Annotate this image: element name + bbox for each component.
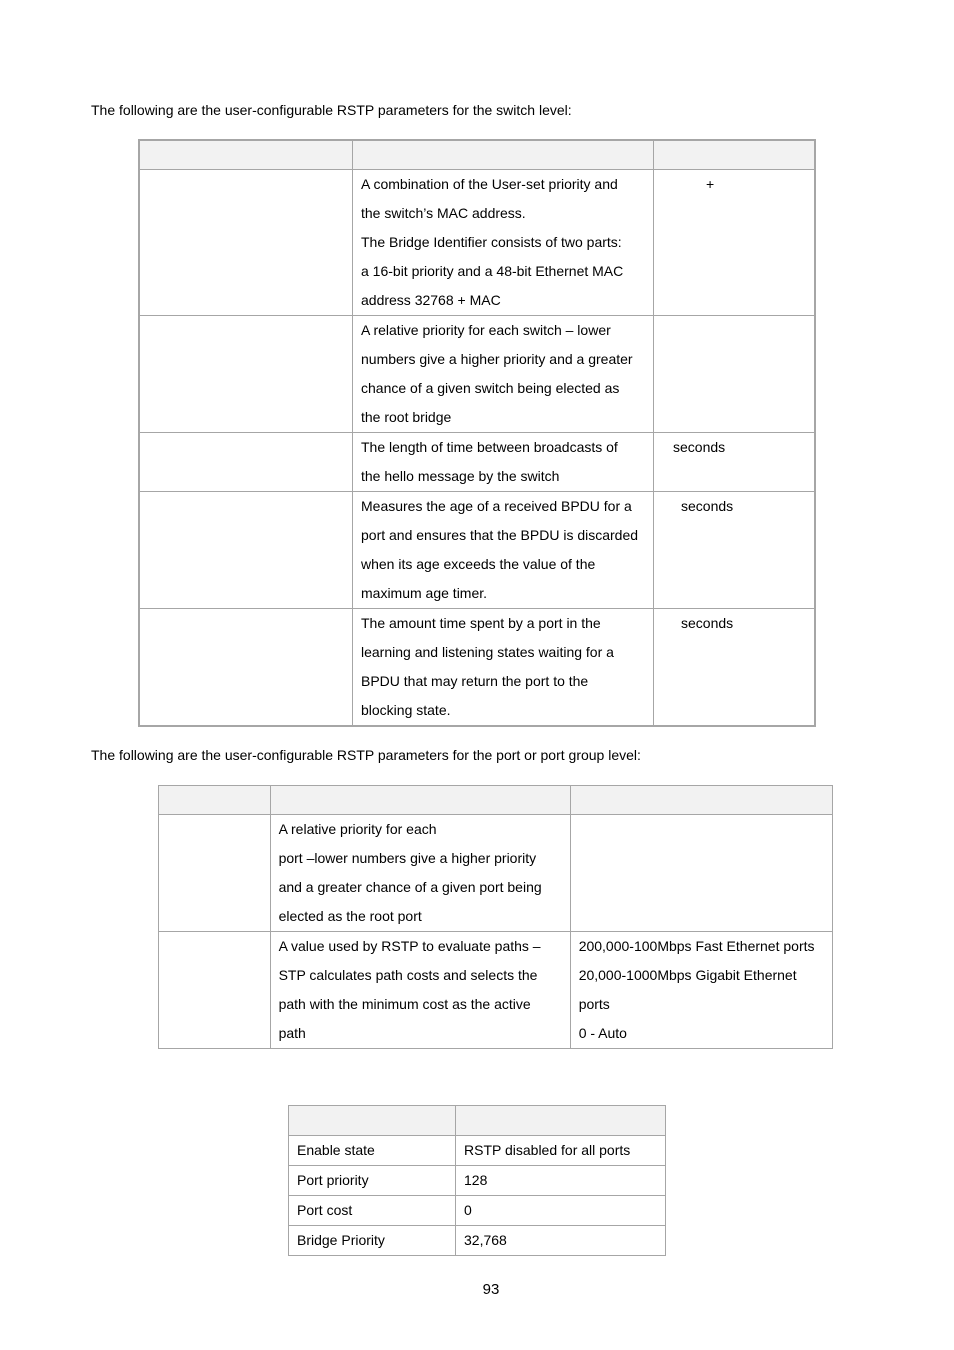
default-value: seconds: [673, 439, 726, 455]
header-cell: [270, 786, 570, 815]
header-cell: [139, 140, 353, 170]
parameter-cell: [139, 316, 353, 433]
setting-value: 128: [456, 1166, 666, 1196]
table-header-row: [139, 140, 815, 170]
setting-value: 0: [456, 1196, 666, 1226]
parameter-cell: [139, 492, 353, 609]
switch-parameters-table: [138, 139, 816, 727]
table-row: [139, 170, 815, 316]
description-text: A combination of the User-set priority and the switch’s MAC address. The Bridge Identifier consists of two parts: a 16-bit priority and a 48-bit Ethernet MAC address 32768 + MAC: [361, 176, 624, 308]
table-row: [289, 1136, 666, 1166]
table-row: [139, 316, 815, 433]
table-row: [289, 1166, 666, 1196]
table-header-row: [159, 786, 833, 815]
description-cell: [353, 492, 654, 609]
setting-name: Port cost: [289, 1196, 456, 1226]
table-row: [289, 1196, 666, 1226]
table-row: [289, 1226, 666, 1256]
description-cell: [353, 609, 654, 727]
default-cell: [654, 433, 816, 492]
setting-name: Enable state: [289, 1136, 456, 1166]
header-cell: [456, 1106, 666, 1136]
parameter-cell: [139, 170, 353, 316]
description-text: A relative priority for each switch – lower numbers give a higher priority and a greater chance of a given switch being elected as the root bridge: [361, 322, 633, 425]
default-cell: [654, 492, 816, 609]
header-cell: [353, 140, 654, 170]
parameter-cell: [139, 433, 353, 492]
default-cell: [570, 932, 832, 1049]
table-row: [159, 815, 833, 932]
intro-switch-level: The following are the user-configurable RSTP parameters for the switch level:: [91, 102, 572, 118]
description-text: A relative priority for each port –lower numbers give a higher priority and a greater chance of a given port being elected as the root port: [278, 821, 542, 924]
description-cell: [270, 815, 570, 932]
description-text: Measures the age of a received BPDU for a port and ensures that the BPDU is discarded when its age exceeds the value of the maximum age timer.: [361, 498, 639, 601]
description-cell: [353, 170, 654, 316]
setting-name: Port priority: [289, 1166, 456, 1196]
default-value: 200,000-100Mbps Fast Ethernet ports 20,000-1000Mbps Gigabit Ethernet ports 0 - Auto: [578, 938, 815, 1041]
parameter-cell: [159, 932, 271, 1049]
header-cell: [159, 786, 271, 815]
setting-value: RSTP disabled for all ports: [456, 1136, 666, 1166]
default-cell: [654, 609, 816, 727]
header-cell: [289, 1106, 456, 1136]
description-cell: [270, 932, 570, 1049]
page-number: 93: [482, 1281, 500, 1298]
port-parameters-table: [158, 785, 833, 1049]
default-value: +: [706, 176, 715, 192]
default-cell: [570, 815, 832, 932]
description-text: The length of time between broadcasts of the hello message by the switch: [361, 439, 618, 484]
description-text: The amount time spent by a port in the learning and listening states waiting for a BPDU that may return the port to the blocking state.: [361, 615, 614, 718]
table-row: [139, 609, 815, 727]
default-cell: [654, 170, 816, 316]
default-value: seconds: [681, 615, 734, 631]
header-cell: [654, 140, 816, 170]
table-header-row: [289, 1106, 666, 1136]
parameter-cell: [139, 609, 353, 727]
table-row: [159, 932, 833, 1049]
header-cell: [570, 786, 832, 815]
table-row: [139, 433, 815, 492]
table-row: [139, 492, 815, 609]
default-cell: [654, 316, 816, 433]
default-settings-table: [288, 1105, 666, 1256]
description-cell: [353, 316, 654, 433]
parameter-cell: [159, 815, 271, 932]
setting-value: 32,768: [456, 1226, 666, 1256]
default-value: seconds: [681, 498, 734, 514]
intro-port-level: The following are the user-configurable RSTP parameters for the port or port group level:: [91, 747, 641, 763]
description-cell: [353, 433, 654, 492]
setting-name: Bridge Priority: [289, 1226, 456, 1256]
description-text: A value used by RSTP to evaluate paths – STP calculates path costs and selects the path with the minimum cost as the active path: [278, 938, 541, 1041]
